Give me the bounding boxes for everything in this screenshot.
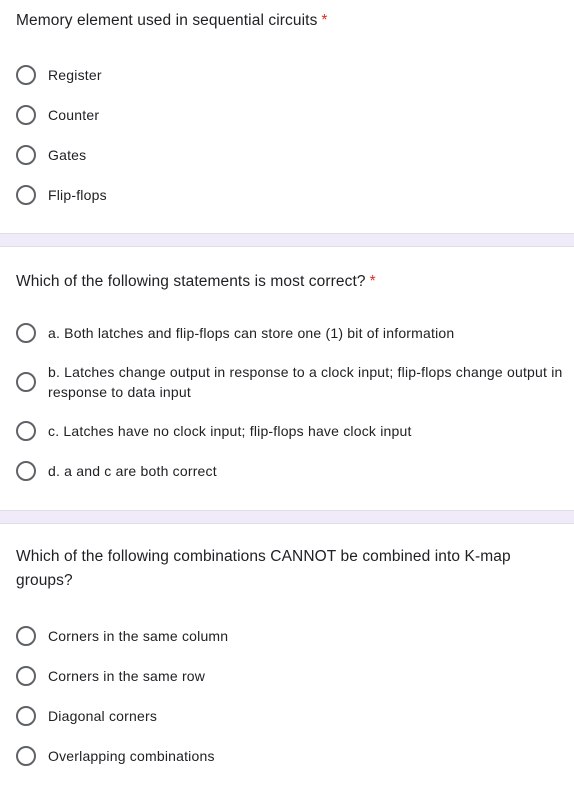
option-label: Register <box>48 67 102 83</box>
required-asterisk: * <box>369 273 376 290</box>
radio-button[interactable] <box>16 626 36 646</box>
option-a[interactable] <box>0 313 574 353</box>
question-card-1 <box>0 0 574 233</box>
option-register[interactable] <box>0 55 574 95</box>
question-card-3 <box>0 524 574 795</box>
radio-button[interactable] <box>16 185 36 205</box>
section-divider <box>0 233 574 247</box>
radio-button[interactable] <box>16 323 36 343</box>
option-label: Corners in the same column <box>48 628 229 644</box>
option-c[interactable] <box>0 411 574 451</box>
radio-button[interactable] <box>16 105 36 125</box>
option-overlapping-combinations[interactable] <box>0 736 574 776</box>
question-title: Memory element used in sequential circuits * <box>16 12 328 29</box>
option-flip-flops[interactable] <box>0 175 574 215</box>
section-divider <box>0 510 574 524</box>
option-d[interactable] <box>0 451 574 491</box>
required-asterisk: * <box>321 12 328 29</box>
option-label: Counter <box>48 107 100 123</box>
option-label: Gates <box>48 147 87 163</box>
question-card-2 <box>0 247 574 510</box>
question-title: Which of the following statements is most correct? * <box>16 273 376 290</box>
radio-button[interactable] <box>16 421 36 441</box>
question-title: Which of the following combinations CANNOT be combined into K-map groups? <box>16 548 511 589</box>
radio-button[interactable] <box>16 666 36 686</box>
radio-button[interactable] <box>16 461 36 481</box>
option-gates[interactable] <box>0 135 574 175</box>
option-label: Overlapping combinations <box>48 748 215 764</box>
option-label: c. Latches have no clock input; flip-flops have clock input <box>48 423 412 439</box>
option-corners-same-row[interactable] <box>0 656 574 696</box>
option-label: Flip-flops <box>48 187 107 203</box>
radio-button[interactable] <box>16 145 36 165</box>
radio-button[interactable] <box>16 746 36 766</box>
option-counter[interactable] <box>0 95 574 135</box>
option-label: b. Latches change output in response to a clock input; flip-flops change output in response to data input <box>48 364 563 400</box>
option-label: Diagonal corners <box>48 708 158 724</box>
radio-button[interactable] <box>16 372 36 392</box>
option-b[interactable] <box>0 353 574 411</box>
radio-button[interactable] <box>16 706 36 726</box>
option-label: d. a and c are both correct <box>48 463 217 479</box>
option-label: a. Both latches and flip-flops can store one (1) bit of information <box>48 325 455 341</box>
radio-button[interactable] <box>16 65 36 85</box>
option-corners-same-column[interactable] <box>0 616 574 656</box>
option-diagonal-corners[interactable] <box>0 696 574 736</box>
option-label: Corners in the same row <box>48 668 206 684</box>
